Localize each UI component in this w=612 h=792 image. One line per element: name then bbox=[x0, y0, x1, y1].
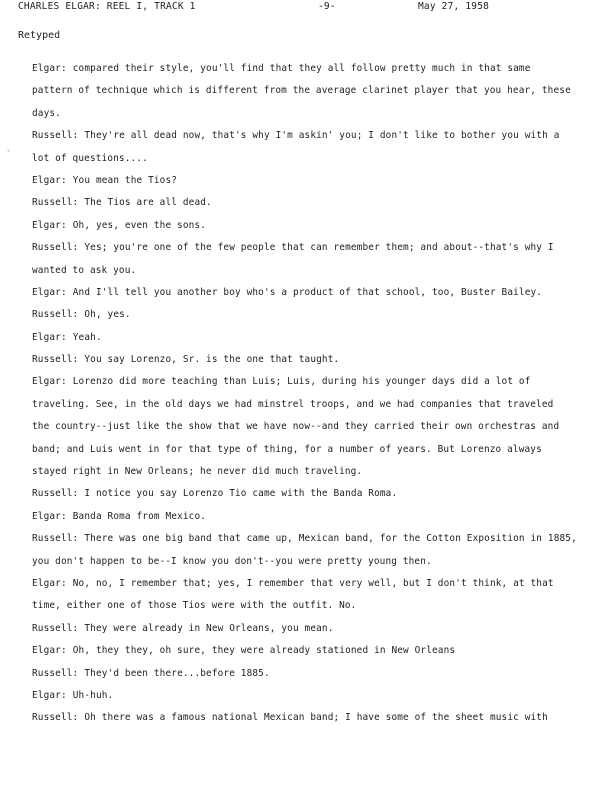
speaker-label: Russell: bbox=[32, 488, 79, 500]
line-text: Oh, they they, oh sure, they were already stationed in New Orleans bbox=[72, 645, 456, 657]
transcript-line bbox=[32, 439, 588, 461]
speaker-label: Elgar: bbox=[32, 219, 67, 231]
transcript-line bbox=[32, 551, 588, 573]
speaker-label: Russell: bbox=[32, 667, 79, 679]
transcript-line bbox=[32, 618, 588, 640]
transcript-line bbox=[32, 506, 588, 528]
line-text: you don't happen to be--I know you don't--you were pretty young then. bbox=[32, 555, 432, 567]
line-text: band; and Luis went in for that type of thing, for a number of years. But Lorenzo always bbox=[32, 443, 542, 455]
line-text: The Tios are all dead. bbox=[84, 197, 212, 209]
speaker-label: Russell: bbox=[32, 354, 79, 366]
transcript-line bbox=[32, 192, 588, 214]
speaker-label: Russell: bbox=[32, 197, 79, 209]
header-title: CHARLES ELGAR: REEL I, TRACK 1 bbox=[18, 1, 196, 12]
speaker-label: Elgar: bbox=[32, 174, 67, 186]
speaker-label: Elgar: bbox=[32, 376, 67, 388]
line-text: traveling. See, in the old days we had minstrel troops, and we had companies that traveled bbox=[32, 398, 554, 410]
transcript-line bbox=[32, 80, 588, 102]
line-text: And I'll tell you another boy who's a product of that school, too, Buster Bailey. bbox=[72, 286, 543, 298]
line-text: Oh there was a famous national Mexican band; I have some of the sheet music with bbox=[84, 712, 548, 724]
transcript-line bbox=[32, 371, 588, 393]
transcript-line bbox=[32, 640, 588, 662]
speaker-label: Russell: bbox=[32, 130, 79, 142]
page-header bbox=[18, 1, 598, 15]
line-text: Banda Roma from Mexico. bbox=[72, 510, 207, 522]
header-date: May 27, 1958 bbox=[418, 1, 490, 12]
line-text: time, either one of those Tios were with the outfit. No. bbox=[32, 600, 357, 612]
line-text: wanted to ask you. bbox=[32, 264, 137, 276]
speaker-label: Elgar: bbox=[32, 510, 67, 522]
transcript-line bbox=[32, 125, 588, 147]
speaker-label: Russell: bbox=[32, 712, 79, 724]
speaker-label: Russell: bbox=[32, 533, 79, 545]
line-text: Yeah. bbox=[72, 331, 102, 343]
retyped-label: Retyped bbox=[18, 30, 61, 41]
transcript-line bbox=[32, 282, 588, 304]
line-text: There was one big band that came up, Mexican band, for the Cotton Exposition in 1885, bbox=[84, 533, 577, 545]
speaker-label: Russell: bbox=[32, 309, 79, 321]
speaker-label: Elgar: bbox=[32, 645, 67, 657]
transcript-line bbox=[32, 483, 588, 505]
transcript-line bbox=[32, 170, 588, 192]
line-text: pattern of technique which is different from the average clarinet player that you hear, these bbox=[32, 85, 571, 97]
line-text: stayed right in New Orleans; he never did much traveling. bbox=[32, 466, 363, 478]
transcript-line bbox=[32, 58, 588, 80]
line-text: You mean the Tios? bbox=[72, 174, 178, 186]
line-text: No, no, I remember that; yes, I remember that very well, but I don't think, at that bbox=[72, 577, 554, 589]
line-text: They were already in New Orleans, you mean. bbox=[84, 622, 334, 634]
speaker-label: Elgar: bbox=[32, 689, 67, 701]
line-text: compared their style, you'll find that they all follow pretty much in that same bbox=[72, 63, 531, 74]
transcript-line bbox=[32, 595, 588, 617]
line-text: Oh, yes, even the sons. bbox=[72, 219, 207, 231]
line-text: Uh-huh. bbox=[72, 689, 114, 701]
line-text: I notice you say Lorenzo Tio came with the Banda Roma. bbox=[84, 488, 398, 500]
transcript-line bbox=[32, 103, 588, 125]
transcript-body bbox=[32, 58, 588, 730]
stray-mark: › bbox=[6, 146, 11, 155]
transcript-line bbox=[32, 663, 588, 685]
transcript-line bbox=[32, 528, 588, 550]
speaker-label: Elgar: bbox=[32, 63, 67, 74]
transcript-line bbox=[32, 215, 588, 237]
line-text: Oh, yes. bbox=[84, 309, 131, 321]
line-text: They're all dead now, that's why I'm askin' you; I don't like to bother you with a bbox=[84, 130, 560, 142]
speaker-label: Elgar: bbox=[32, 331, 67, 343]
transcript-line bbox=[32, 707, 588, 729]
speaker-label: Russell: bbox=[32, 622, 79, 634]
line-text: days. bbox=[32, 107, 61, 119]
line-text: You say Lorenzo, Sr. is the one that taught. bbox=[84, 354, 340, 366]
transcript-line bbox=[32, 573, 588, 595]
speaker-label: Russell: bbox=[32, 242, 79, 254]
transcript-line bbox=[32, 304, 588, 326]
transcript-line bbox=[32, 416, 588, 438]
transcript-line bbox=[32, 237, 588, 259]
line-text: Lorenzo did more teaching than Luis; Luis, during his younger days did a lot of bbox=[72, 376, 531, 388]
line-text: They'd been there...before 1885. bbox=[84, 667, 270, 679]
line-text: Yes; you're one of the few people that can remember them; and about--that's why I bbox=[84, 242, 554, 254]
transcript-line bbox=[32, 685, 588, 707]
transcript-line bbox=[32, 349, 588, 371]
transcript-line bbox=[32, 148, 588, 170]
speaker-label: Elgar: bbox=[32, 286, 67, 298]
line-text: lot of questions.... bbox=[32, 152, 148, 164]
transcript-line bbox=[32, 260, 588, 282]
line-text: the country--just like the show that we have now--and they carried their own orchestras and bbox=[32, 421, 560, 433]
transcript-line bbox=[32, 394, 588, 416]
transcript-line bbox=[32, 327, 588, 349]
speaker-label: Elgar: bbox=[32, 577, 67, 589]
header-page-number: -9- bbox=[318, 1, 336, 12]
transcript-line bbox=[32, 461, 588, 483]
